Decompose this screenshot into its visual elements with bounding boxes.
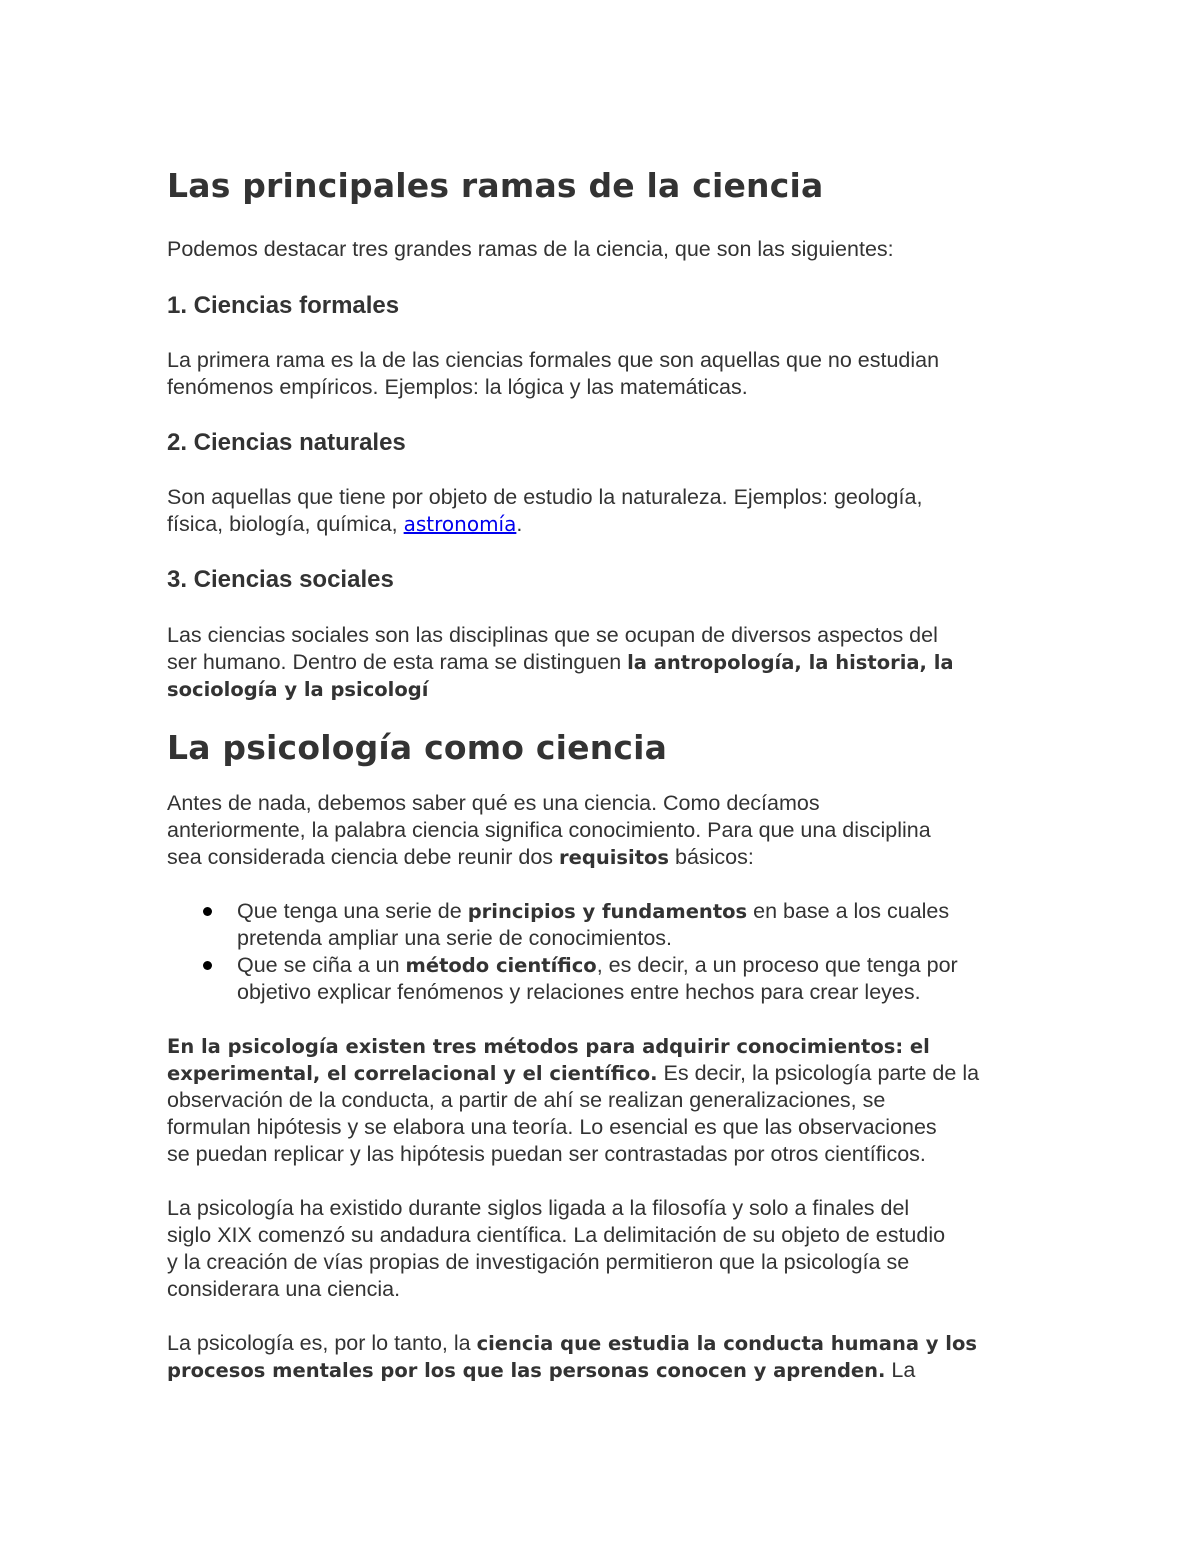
paragraph-ciencias-formales xyxy=(167,347,1047,401)
list-item xyxy=(167,952,1047,1006)
text-line: Las ciencias sociales son las disciplinas que se ocupan de diversos aspectos del xyxy=(167,623,938,647)
heading-ciencias-naturales: 2. Ciencias naturales xyxy=(167,429,406,456)
text-segment: Que se ciña a un xyxy=(237,953,406,977)
text-segment: física, biología, química, xyxy=(167,512,404,536)
text-segment: sea considerada ciencia debe reunir dos xyxy=(167,845,560,869)
heading-ciencias-formales: 1. Ciencias formales xyxy=(167,292,400,319)
bullet-icon xyxy=(203,961,212,970)
requisitos-list xyxy=(167,898,1047,1006)
bold-text: procesos mentales por los que las personas conocen y aprenden. xyxy=(167,1359,886,1382)
text-segment: básicos: xyxy=(669,845,754,869)
text-line: formulan hipótesis y se elabora una teoría. Lo esencial es que las observaciones xyxy=(167,1115,937,1139)
text-segment: Es decir, la psicología parte de la xyxy=(657,1061,980,1085)
paragraph-ciencias-sociales xyxy=(167,622,1047,703)
astronomia-link[interactable]: astronomía xyxy=(403,512,517,536)
text-segment: ser humano. Dentro de esta rama se distinguen xyxy=(167,650,628,674)
text-line: Son aquellas que tiene por objeto de estudio la naturaleza. Ejemplos: geología, xyxy=(167,485,923,509)
bold-text: experimental, el correlacional y el científico. xyxy=(167,1062,658,1085)
text-segment: , es decir, a un proceso que tenga por xyxy=(596,953,958,977)
text-line: observación de la conducta, a partir de ahí se realizan generalizaciones, se xyxy=(167,1088,886,1112)
text-segment: Que tenga una serie de xyxy=(237,899,468,923)
paragraph-ciencias-naturales xyxy=(167,484,1047,538)
intro-paragraph: Podemos destacar tres grandes ramas de la ciencia, que son las siguientes: xyxy=(167,237,894,261)
list-item xyxy=(167,898,1047,952)
section-title-ramas: Las principales ramas de la ciencia xyxy=(167,166,824,205)
paragraph-requisitos xyxy=(167,790,1047,871)
text-line: se puedan replicar y las hipótesis puedan ser contrastadas por otros científicos. xyxy=(167,1142,926,1166)
paragraph-definicion xyxy=(167,1330,1047,1384)
document-content xyxy=(167,163,1047,1384)
bold-text: ciencia que estudia la conducta humana y los xyxy=(476,1332,977,1355)
text-line: anteriormente, la palabra ciencia significa conocimiento. Para que una disciplina xyxy=(167,818,931,842)
text-line: Antes de nada, debemos saber qué es una ciencia. Como decíamos xyxy=(167,791,820,815)
bold-text: En la psicología existen tres métodos para adquirir conocimientos: el xyxy=(167,1035,930,1058)
paragraph-metodos xyxy=(167,1033,1047,1168)
text-line: objetivo explicar fenómenos y relaciones entre hechos para crear leyes. xyxy=(237,980,921,1004)
text-line: La psicología ha existido durante siglos ligada a la filosofía y solo a finales del xyxy=(167,1196,910,1220)
text-segment: en base a los cuales xyxy=(747,899,950,923)
text-line: La primera rama es la de las ciencias formales que son aquellas que no estudian xyxy=(167,348,940,372)
bold-text: sociología y la psicologí xyxy=(167,678,429,701)
bold-text: requisitos xyxy=(559,846,670,869)
text-line: y la creación de vías propias de investigación permitieron que la psicología se xyxy=(167,1250,910,1274)
bullet-icon xyxy=(203,907,212,916)
text-segment: La xyxy=(885,1358,916,1382)
bold-text: método científico xyxy=(405,954,597,977)
bold-text: la antropología, la historia, la xyxy=(627,651,954,674)
bold-text: principios y fundamentos xyxy=(467,900,748,923)
section-title-psicologia: La psicología como ciencia xyxy=(167,728,668,767)
paragraph-historia xyxy=(167,1195,1047,1303)
text-line: considerara una ciencia. xyxy=(167,1277,401,1301)
text-line: fenómenos empíricos. Ejemplos: la lógica y las matemáticas. xyxy=(167,375,748,399)
text-segment: . xyxy=(516,512,523,536)
text-line: pretenda ampliar una serie de conocimientos. xyxy=(237,926,673,950)
heading-ciencias-sociales: 3. Ciencias sociales xyxy=(167,566,394,593)
text-line: siglo XIX comenzó su andadura científica. La delimitación de su objeto de estudio xyxy=(167,1223,946,1247)
text-segment: La psicología es, por lo tanto, la xyxy=(167,1331,477,1355)
